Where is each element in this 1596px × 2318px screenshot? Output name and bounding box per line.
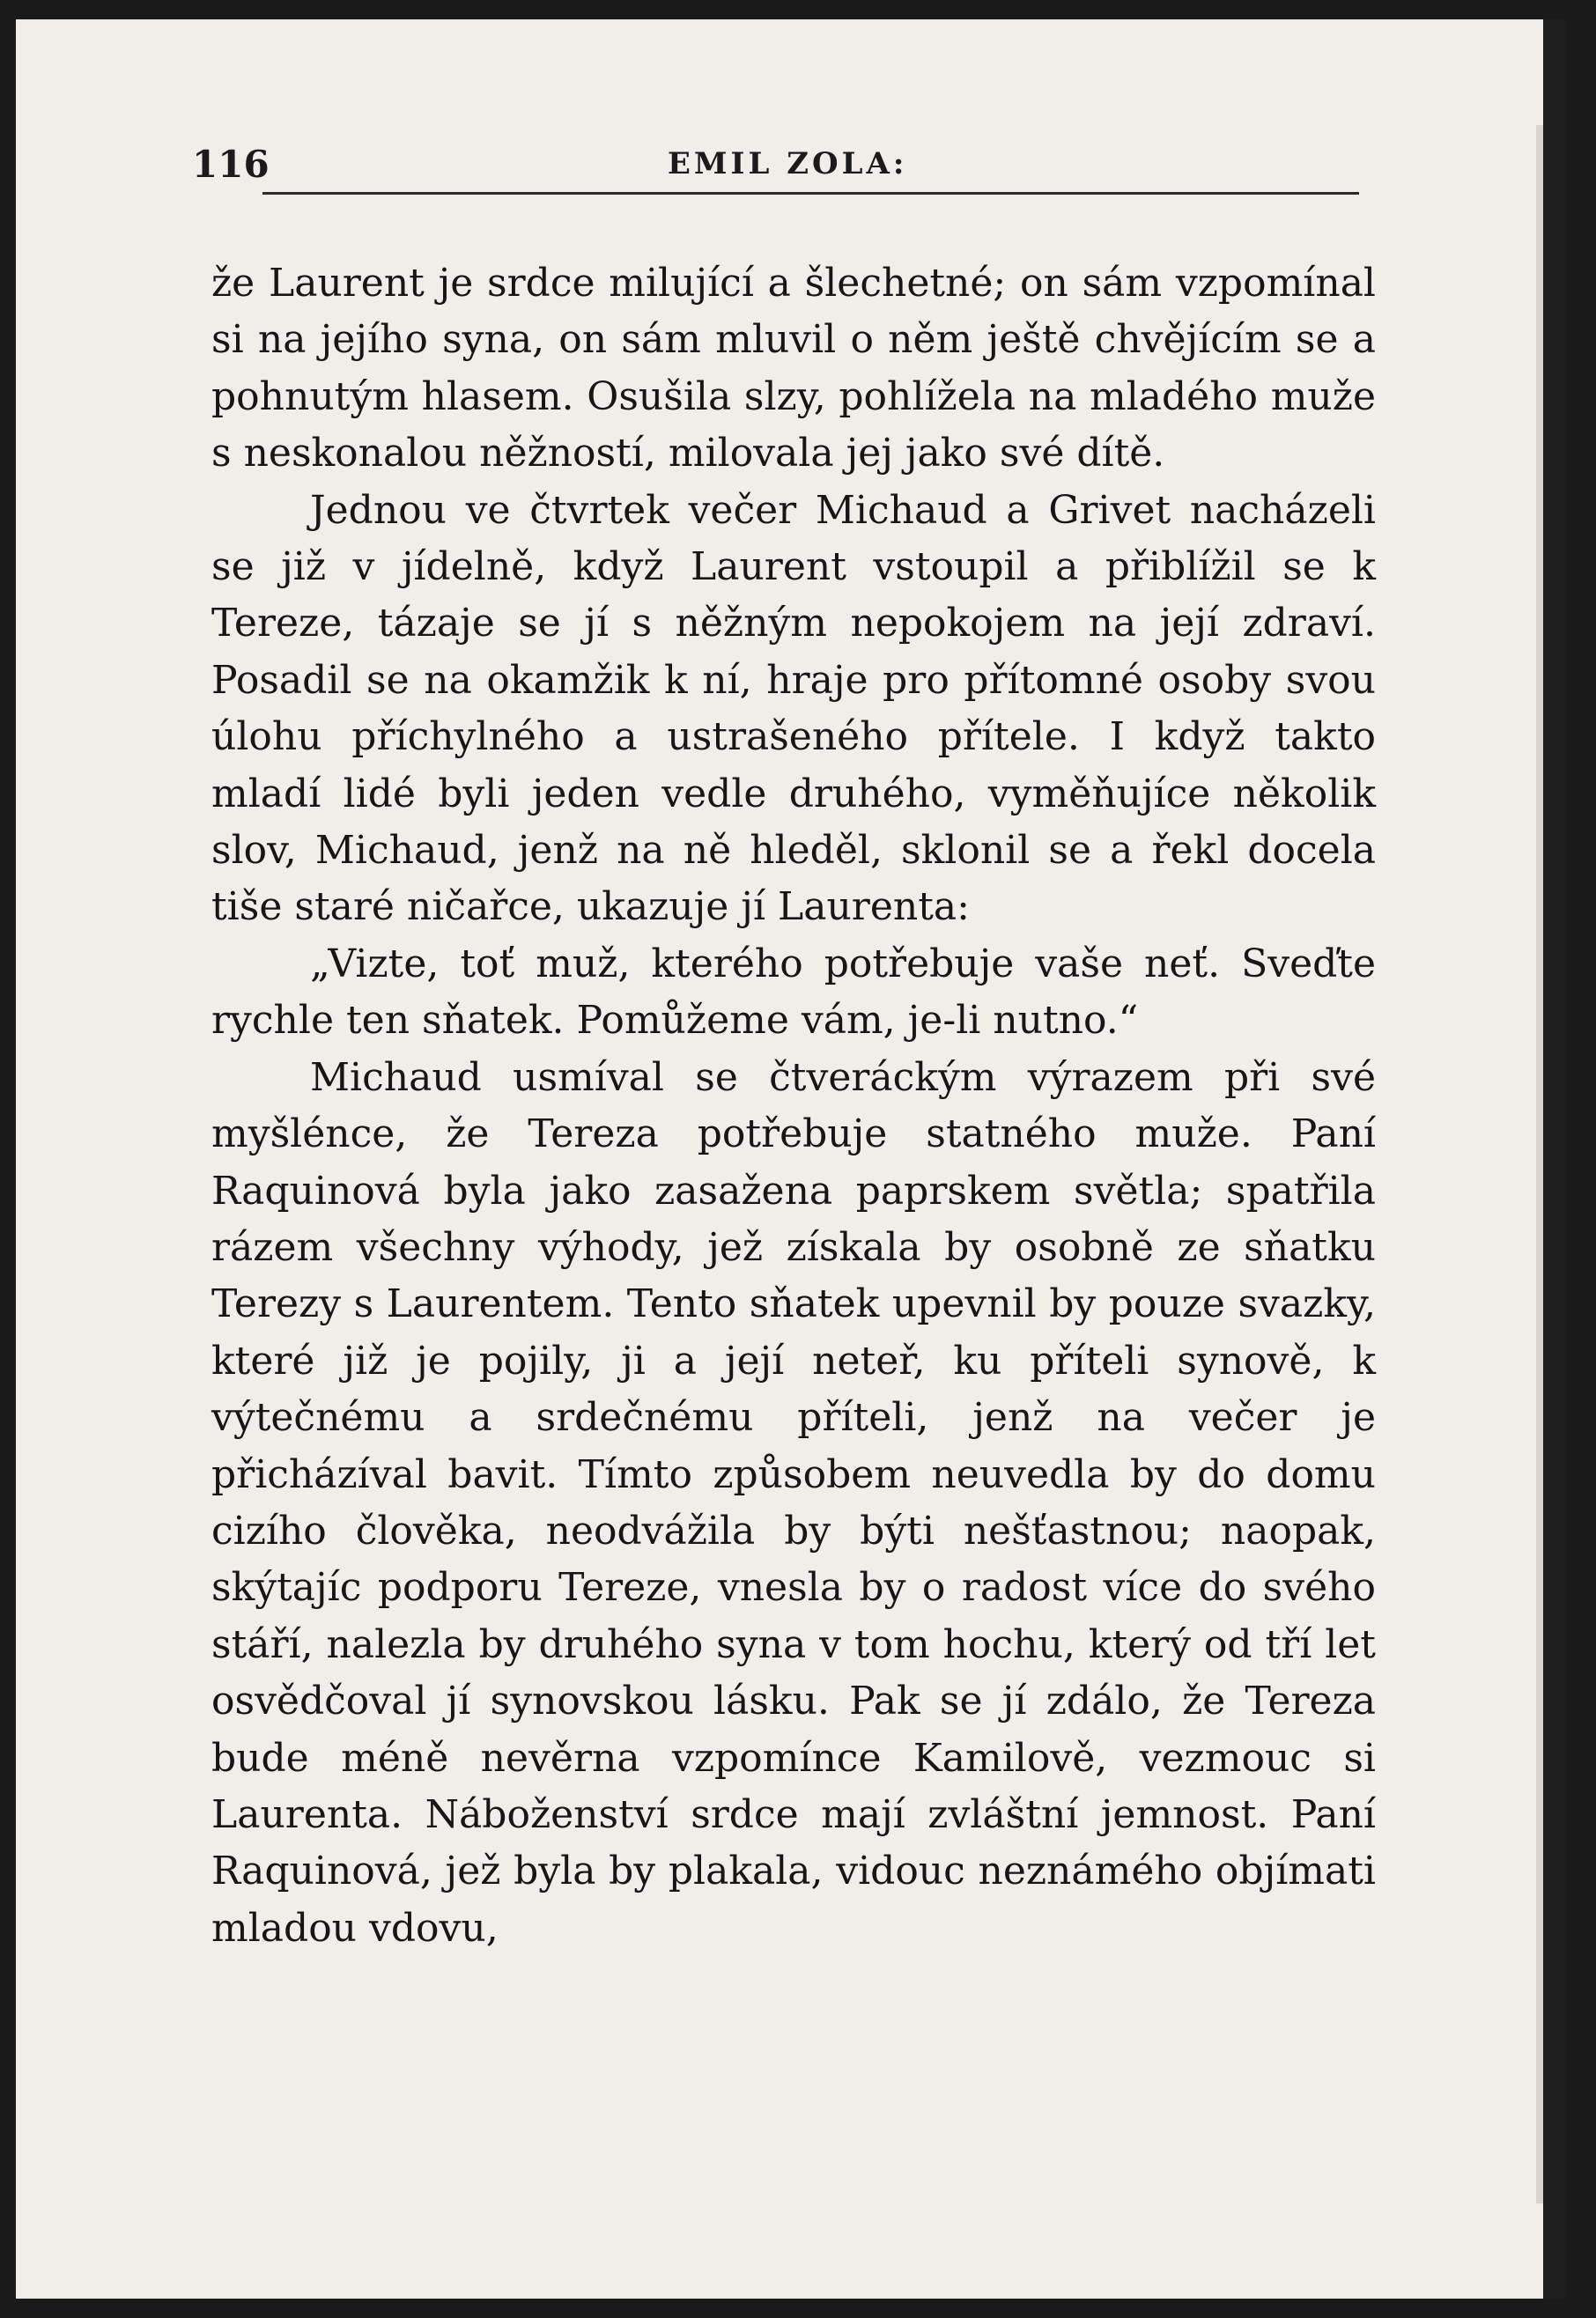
- running-head: EMIL ZOLA:: [668, 146, 908, 181]
- paragraph-continued: že Laurent je srdce milující a šlechetné; on sám vzpomínal si na jejího syna, on sám mluvil o něm ještě chvějícím se a pohnutým hlasem. Osušila slzy, pohlížela na mladého muže s neskonalou něžností, milovala jej jako své dítě.: [211, 261, 1376, 476]
- header-rule: [262, 192, 1359, 195]
- body-text: [211, 255, 1376, 1957]
- page-number: 116: [192, 143, 270, 186]
- paragraph: Jednou ve čtvrtek večer Michaud a Grivet nacházeli se již v jídelně, když Laurent vstoupil a přiblížil se k Tereze, tázaje se jí s něžným nepokojem na její zdraví. Posadil se na okamžik k ní, hraje pro přítomné osoby svou úlohu příchylného a ustrašeného přítele. I když takto mladí lidé byli jeden vedle druhého, vyměňujíce několik slov, Michaud, jenž na ně hleděl, sklonil se a řekl docela tiše staré ničařce, ukazuje jí Laurenta:: [211, 487, 1376, 930]
- quoted-speech: „Vizte, toť muž, kterého potřebuje vaše neť. Sveďte rychle ten sňatek. Pomůžeme vám, je-li nutno.“: [211, 941, 1376, 1044]
- paragraph: Michaud usmíval se čtveráckým výrazem při své myšlénce, že Tereza potřebuje statného muže. Paní Raquinová byla jako zasažena paprskem světla; spatřila rázem všechny výhody, jež získala by osobně ze sňatku Terezy s Laurentem. Tento sňatek upevnil by pouze svazky, které již je pojily, ji a její neteř, ku příteli synově, k výtečnému a srdečnému příteli, jenž na večer je přicházíval bavit. Tímto způsobem neuvedla by do domu cizího člověka, neodvážila by býti nešťastnou; naopak, skýtajíc podporu Tereze, vnesla by o radost více do svého stáří, nalezla by druhého syna v tom hochu, který od tří let osvědčoval jí synovskou lásku. Pak se jí zdálo, že Tereza bude méně nevěrna vzpomínce Kamilově, vezmouc si Laurenta. Náboženství srdce mají zvláštní jemnost. Paní Raquinová, jež byla by plakala, vidouc neznámého objímati mladou vdovu,: [211, 1054, 1376, 1951]
- book-page: [16, 19, 1566, 2299]
- page-edge-shadow: [1543, 19, 1566, 2299]
- page-header: [192, 134, 1372, 204]
- page-edge-strip: [1536, 125, 1543, 2204]
